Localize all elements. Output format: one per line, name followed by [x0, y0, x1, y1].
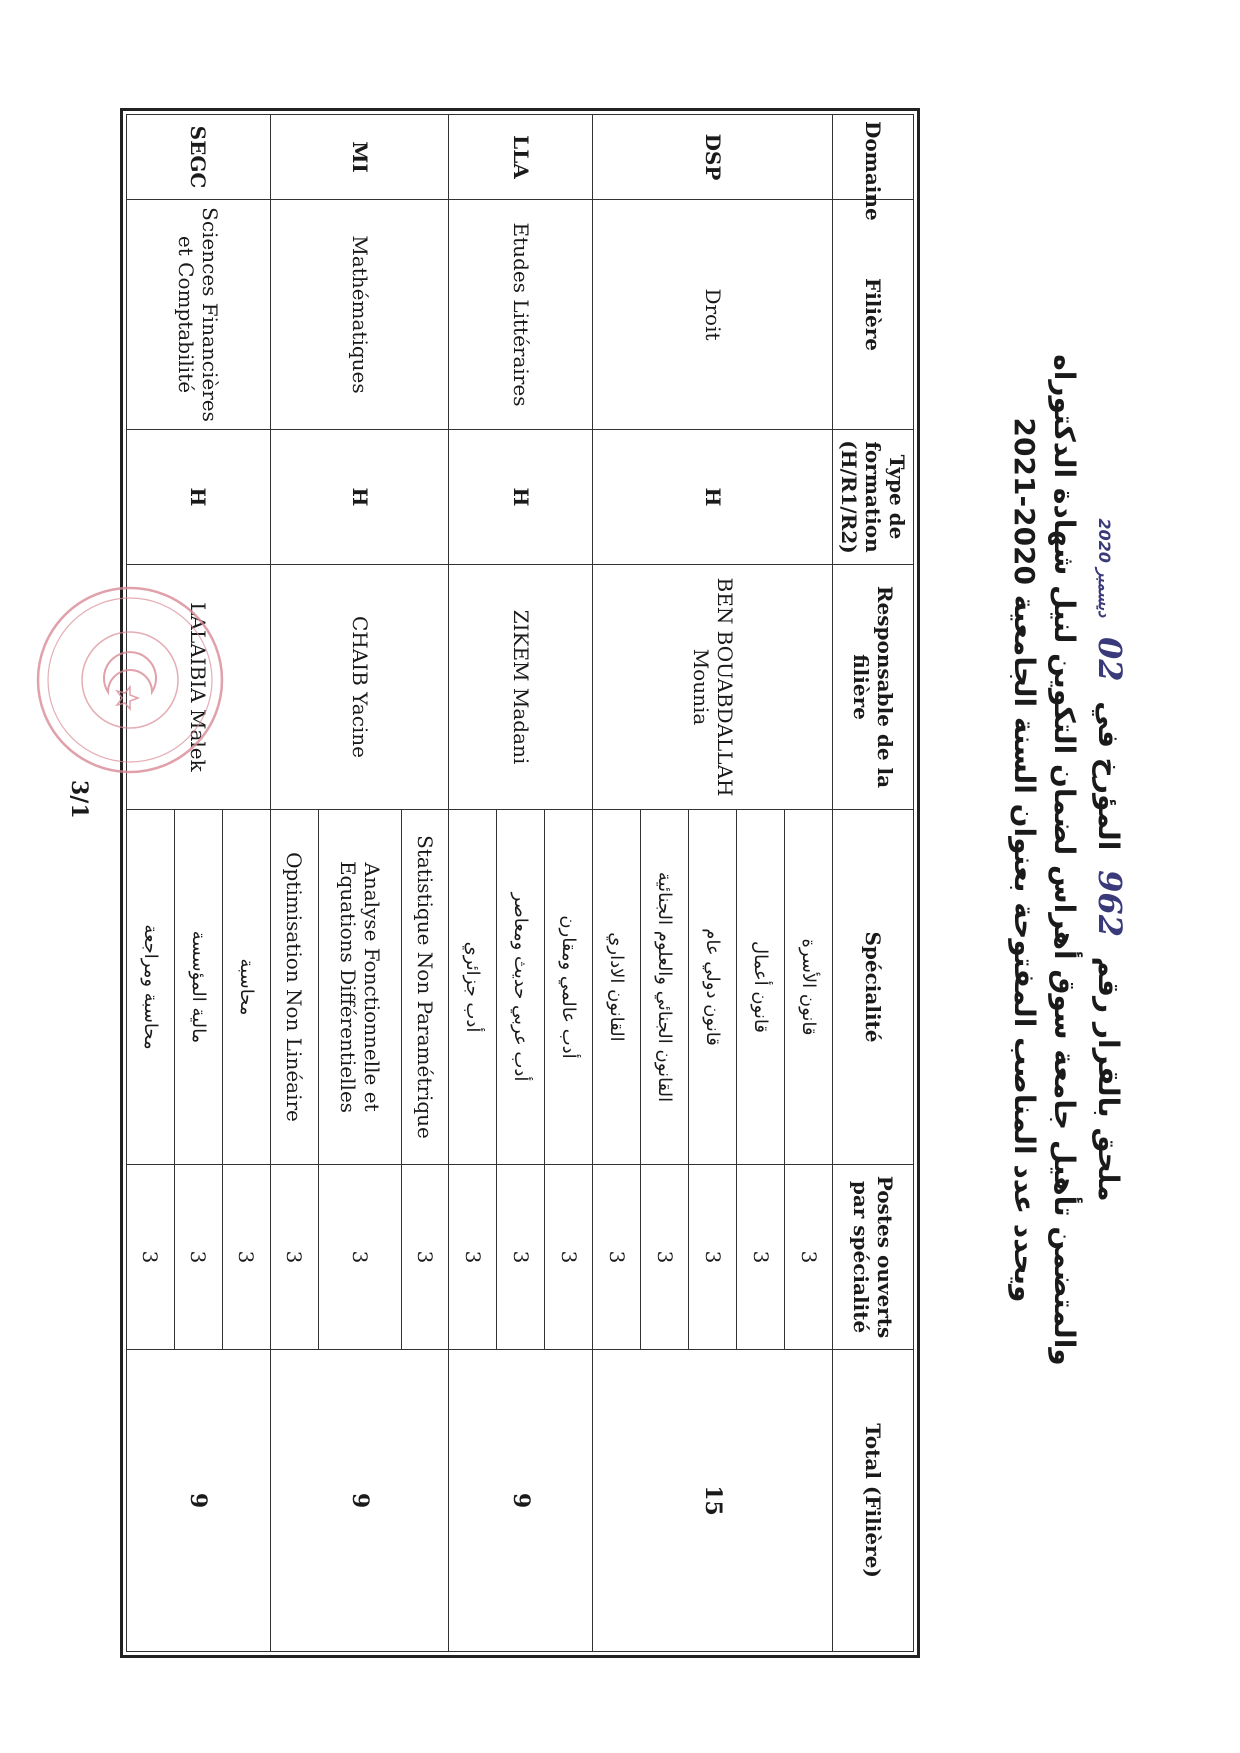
header-middle: المؤرخ في	[1092, 701, 1125, 851]
postes-cell: 3	[401, 1165, 449, 1350]
specialite-cell: Statistique Non Paramétrique	[401, 810, 449, 1165]
table-row	[401, 115, 449, 1652]
responsable-line-2: Mounia	[688, 648, 713, 726]
table-header-row	[833, 115, 914, 1652]
specialite-cell: القانون الجنائي والعلوم الجنائية	[641, 810, 689, 1165]
header-type-line-3: (H/R1/R2)	[837, 440, 861, 554]
handwritten-day: 02	[1091, 636, 1129, 682]
specialite-cell: مالية المؤسسة	[174, 810, 222, 1165]
type-cell: H	[593, 430, 833, 565]
table-row	[785, 115, 833, 1652]
postes-cell: 3	[222, 1165, 270, 1350]
header-specialite: Spécialité	[833, 810, 914, 1165]
postes-cell: 3	[641, 1165, 689, 1350]
specialite-cell: محاسبة	[222, 810, 270, 1165]
type-cell: H	[127, 430, 271, 565]
postes-cell: 3	[785, 1165, 833, 1350]
filiere-cell: Etudes Littéraires	[449, 200, 593, 430]
specialite-cell: أدب عالمي ومقارن	[545, 810, 593, 1165]
decision-number: 962	[1091, 870, 1129, 937]
type-cell: H	[449, 430, 593, 565]
postes-cell: 3	[689, 1165, 737, 1350]
postes-cell: 3	[174, 1165, 222, 1350]
responsable-cell: LALAIBIA Malek	[127, 565, 271, 810]
total-cell: 9	[127, 1350, 271, 1652]
header-total: Total (Filière)	[833, 1350, 914, 1652]
postes-cell: 3	[318, 1165, 401, 1350]
specialite-cell: قانون الأسرة	[785, 810, 833, 1165]
specialite-cell: أدب عربي حديث ومعاصر	[497, 810, 545, 1165]
positions-table-frame	[120, 108, 920, 1658]
page-number: 3/1	[66, 780, 92, 819]
header-type	[833, 430, 914, 565]
specialite-cell: قانون دولي عام	[689, 810, 737, 1165]
header-domaine: Domaine	[833, 115, 914, 200]
filiere-cell: Mathématiques	[270, 200, 449, 430]
specialite-cell: محاسبة ومراجعة	[127, 810, 175, 1165]
positions-table	[126, 114, 914, 1652]
type-cell: H	[270, 430, 449, 565]
total-cell: 15	[593, 1350, 833, 1652]
postes-cell: 3	[737, 1165, 785, 1350]
filiere-line-1: Sciences Financières	[198, 207, 223, 422]
responsable-cell: CHAIB Yacine	[270, 565, 449, 810]
domaine-cell: LLA	[449, 115, 593, 200]
responsable-cell: ZIKEM Madani	[449, 565, 593, 810]
header-responsable: Responsable de la filière	[833, 565, 914, 810]
responsable-line-1: BEN BOUABDALLAH	[712, 577, 737, 797]
specialite-cell: القانون الاداري	[593, 810, 641, 1165]
header-filiere: Filière	[833, 200, 914, 430]
specialite-cell: Optimisation Non Linéaire	[270, 810, 318, 1165]
postes-cell: 3	[497, 1165, 545, 1350]
table-row	[222, 115, 270, 1652]
header-type-line-1: Type de	[885, 454, 909, 540]
filiere-cell	[127, 200, 271, 430]
specialite-cell: قانون أعمال	[737, 810, 785, 1165]
filiere-line-2: et Comptabilité	[174, 235, 199, 394]
postes-cell: 3	[545, 1165, 593, 1350]
header-postes-line-1: Postes ouverts	[873, 1175, 897, 1339]
total-cell: 9	[270, 1350, 449, 1652]
header-postes-line-2: par spécialité	[849, 1180, 873, 1334]
handwritten-month-year: ديسمبر 2020	[1095, 518, 1114, 618]
total-cell: 9	[449, 1350, 593, 1652]
header-type-line-2: formation	[861, 441, 885, 553]
specialite-cell: Analyse Fonctionnelle et Equations Différentielles	[318, 810, 401, 1165]
document-header	[1004, 220, 1130, 1500]
domaine-cell: SEGC	[127, 115, 271, 200]
postes-cell: 3	[127, 1165, 175, 1350]
header-line-2: والمتضمن تأهيل جامعة سوق أهراس لضمان التكوين لنيل شهادة الدكتوراه	[1048, 354, 1081, 1366]
postes-cell: 3	[270, 1165, 318, 1350]
postes-cell: 3	[593, 1165, 641, 1350]
header-postes	[833, 1165, 914, 1350]
specialite-cell: أدب جزائري	[449, 810, 497, 1165]
responsable-cell	[593, 565, 833, 810]
postes-cell: 3	[449, 1165, 497, 1350]
official-stamp-icon	[30, 580, 230, 780]
header-line-3: ويحدد عدد المناصب المفتوحة بعنوان السنة الجامعية 2020-2021	[1008, 417, 1041, 1303]
header-prefix: ملحق بالقرار رقم	[1092, 956, 1125, 1202]
header-line-1	[1084, 220, 1130, 1500]
filiere-cell: Droit	[593, 200, 833, 430]
table-row	[545, 115, 593, 1652]
domaine-cell: DSP	[593, 115, 833, 200]
domaine-cell: MI	[270, 115, 449, 200]
